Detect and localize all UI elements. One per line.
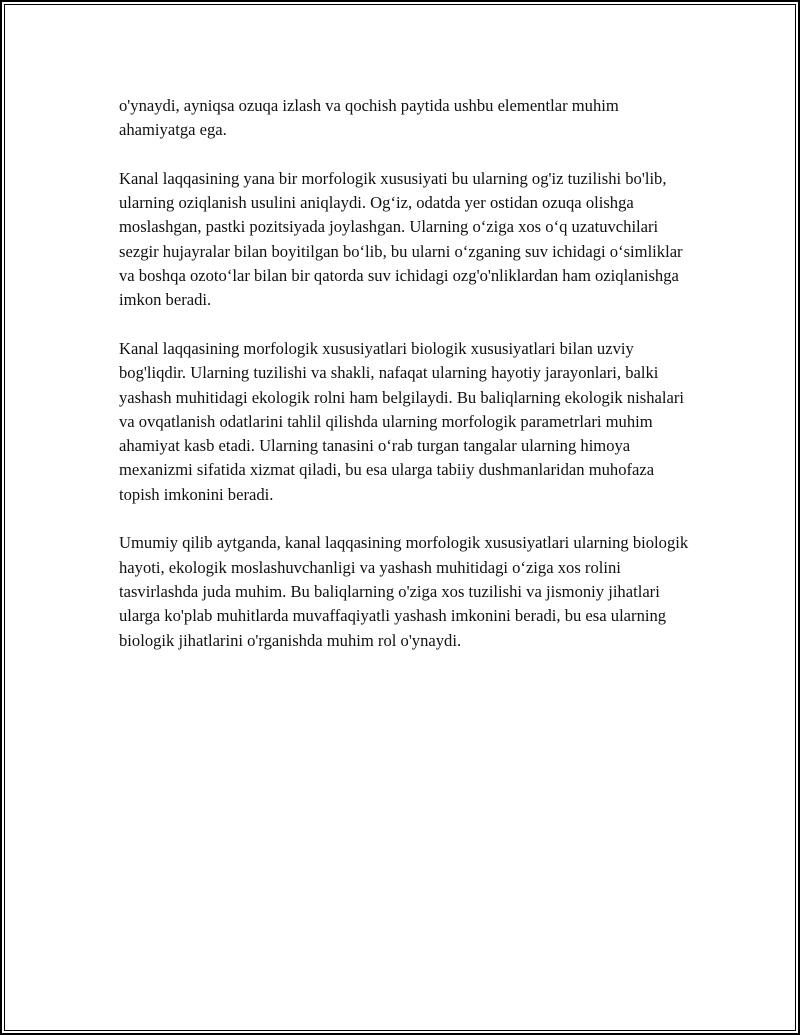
paragraph-conclusion: Umumiy qilib aytganda, kanal laqqasining morfologik xususiyatlari ularning biologik hayoti, ekologik moslashuvchanligi va yashash muhitidagi o‘ziga xos rolini tasvirlashda juda muhim. Bu baliqlarning o'ziga xos tuzilishi va jismoniy jihatlari ularga ko'plab muhitlarda muvaffaqiyatli yashash imkonini beradi, bu esa ularning biologik jihatlarini o'rganishda muhim rol o'ynaydi.: [119, 533, 689, 650]
document-body: [119, 94, 689, 677]
paragraph-continuation: o'ynaydi, ayniqsa ozuqa izlash va qochish paytida ushbu elementlar muhim ahamiyatga ega.: [119, 96, 619, 140]
paragraph-mouth-structure: Kanal laqqasining yana bir morfologik xususiyati bu ularning og'iz tuzilishi bo'lib, ularning oziqlanish usulini aniqlaydi. Og‘iz, odatda yer ostidan ozuqa olishga moslashgan, pastki pozitsiyada joylashgan. Ularning o‘ziga xos o‘q uzatuvchilari sezgir hujayralar bilan boyitilgan bo‘lib, bu ularni o‘zganing suv ichidagi o‘simliklar va boshqa ozoto‘lar bilan bir qatorda suv ichidagi ozg'o'nliklardan ham oziqlanishga imkon beradi.: [119, 168, 683, 310]
paragraph-morphology-biology: Kanal laqqasining morfologik xususiyatlari biologik xususiyatlari bilan uzviy bog'liqdir. Ularning tuzilishi va shakli, nafaqat ularning hayotiy jarayonlari, balki yashash muhitidagi ekologik rolni ham belgilaydi. Bu baliqlarning ekologik nishalari va ovqatlanish odatlarini tahlil qilishda ularning morfologik parametrlari muhim ahamiyat kasb etadi. Ularning tanasini o‘rab turgan tangalar ularning himoya mexanizmi sifatida xizmat qiladi, bu esa ularga tabiiy dushmanlaridan muhofaza topish imkonini beradi.: [119, 338, 685, 504]
